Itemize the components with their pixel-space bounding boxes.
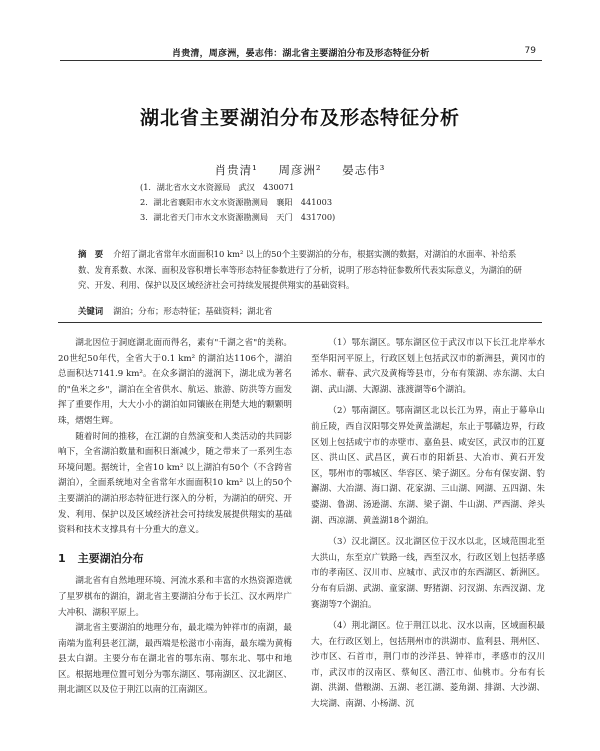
page-number: 79: [524, 46, 536, 56]
paragraph: 湖北省有自然地理环境、河流水系和丰富的水热资源造就了星罗棋布的湖泊，湖北省主要湖泊分布于长江、汉水两岸广大冲积、湖积平原上。: [58, 576, 292, 618]
abstract-text: 介绍了湖北省常年水面面积10 km² 以上的50个主要湖泊的分布，根据实测的数据，对湖泊的水面率、补给系数、发育系数、水深、面积及容积增长率等形态特征参数进行了分析，说明了形态特征参数所代表实际意义，为湖泊的研究、开发、利用、保护以及区域经济社会可持续发展提供翔实的基础资料。: [78, 249, 522, 290]
paper-title: 湖北省主要湖泊分布及形态特征分析: [139, 107, 460, 129]
paragraph: （2）鄂南湖区。鄂南湖区北以长江为界，南止于幕阜山前丘陵，西自汉阳鄂交界处黄盖湖起，东止于鄂赣边界，行政区划上包括咸宁市的赤壁市、嘉鱼县、咸安区，武汉市的江夏区、洪山区、武昌区，黄石市的阳新县、大冶市、黄石开发区，鄂州市的鄂城区、华容区、梁子湖区。分布有保安湖、豹澥湖、大冶湖、海口湖、花家湖、三山湖、网湖、五四湖、朱婆湖、鲁湖、汤逊湖、东湖、梁子湖、牛山湖、严西湖、斧头湖、西凉湖、黄盖湖18个湖泊。: [311, 406, 545, 526]
section-number: 1: [58, 551, 66, 565]
abstract: [78, 247, 528, 294]
paragraph: 随着时间的推移，在江湖的自然演变和人类活动的共同影响下，全省湖泊数量和面积日渐减少，随之带来了一系列生态环境问题。据统计，全省10 km² 以上湖泊有50个（不含跨省湖泊），全面系统地对全省常年水面面积10 km² 以上的50个主要湖泊的湖泊形态特征进行深入的分析，为湖泊的研究、开发、利用、保护以及区域经济社会可持续发展提供翔实的基础资料和技术支撑具有十分重大的意义。: [58, 431, 292, 536]
paragraph: （1）鄂东湖区。鄂东湖区位于武汉市以下长江北岸举水至华阳河平原上，行政区划上包括武汉市的新洲县，黄冈市的浠水、蕲春、武穴及黄梅等县市，分布有策湖、赤东湖、太白湖、武山湖、大源湖、涨渡湖等6个湖泊。: [311, 338, 545, 395]
paragraph: （4）荆北湖区。位于荆江以北、汉水以南，区域面积最大，在行政区划上，包括荆州市的洪湖市、监利县、荆州区、沙市区、石首市，荆门市的沙洋县、钟祥市，孝感市的汉川市，武汉市的汉南区、蔡甸区、潜江市、仙桃市。分布有长湖、洪湖、借粮湖、五湖、老江湖、菱角湖、排湖、大沙湖、大垸湖、南湖、小杨湖、沉: [311, 621, 545, 710]
paragraph: 湖北因位于洞庭湖北面而得名，素有"千湖之省"的美称。20世纪50年代，全省大于0.1 km² 的湖泊达1106个，湖泊总面积达7141.9 km²。在众多湖泊的滋润下，湖北成为著名的"鱼米之乡"，湖泊在全省供水、航运、旅游、防洪等方面发挥了重要作用，大大小小的湖泊如同镶嵌在荆楚大地的颗颗明珠，熠熠生辉。: [58, 338, 292, 426]
keywords-text: 湖泊；分布；形态特征；基础资料；湖北省: [113, 306, 273, 316]
divider: [58, 322, 542, 323]
paragraph: （3）汉北湖区。汉北湖区位于汉水以北，区域范围北至大洪山，东至京广铁路一线，西至汉水，行政区划上包括孝感市的孝南区、汉川市、应城市、武汉市的东西湖区、新洲区。分布有后湖、武湖、童家湖、野猪湖、汈汊湖、东西汊湖、龙赛湖等7个湖泊。: [311, 537, 545, 610]
affiliation-3: 3．湖北省天门市水文水资源勘测局 天门 431700): [140, 212, 336, 222]
section-title: 主要湖泊分布: [77, 551, 144, 565]
affiliation-2: 2．湖北省襄阳市水文水资源勘测局 襄阳 441003: [140, 197, 333, 207]
keywords: [78, 305, 528, 317]
abstract-label: 摘 要: [78, 249, 104, 259]
section-heading: [58, 551, 292, 567]
left-column: [58, 336, 292, 699]
author-3: 晏志伟³: [342, 163, 386, 177]
affiliations: [140, 180, 480, 225]
running-head-text: 肖贵清，周彦洲，晏志伟：湖北省主要湖泊分布及形态特征分析: [172, 49, 430, 59]
affiliation-1: (1．湖北省水文水资源局 武汉 430071: [140, 182, 295, 192]
paragraph: 湖北省主要湖泊的地理分布，最北端为钟祥市的南湖，最南端为监利县老江湖，最西端是松滋市小南海，最东端为黄梅县太白湖。主要分布在湖北省的鄂东南、鄂东北、鄂中和地区。根据地理位置可划分为鄂东湖区、鄂南湖区、汉北湖区、荆北湖区以及位于荆江以南的江南湖区。: [58, 623, 292, 696]
author-2: 周彦洲²: [278, 163, 322, 177]
right-column: [311, 336, 545, 719]
keywords-label: 关键词: [78, 306, 104, 316]
author-1: 肖贵清¹: [214, 163, 258, 177]
running-head: [60, 44, 542, 61]
authors: [0, 162, 600, 178]
